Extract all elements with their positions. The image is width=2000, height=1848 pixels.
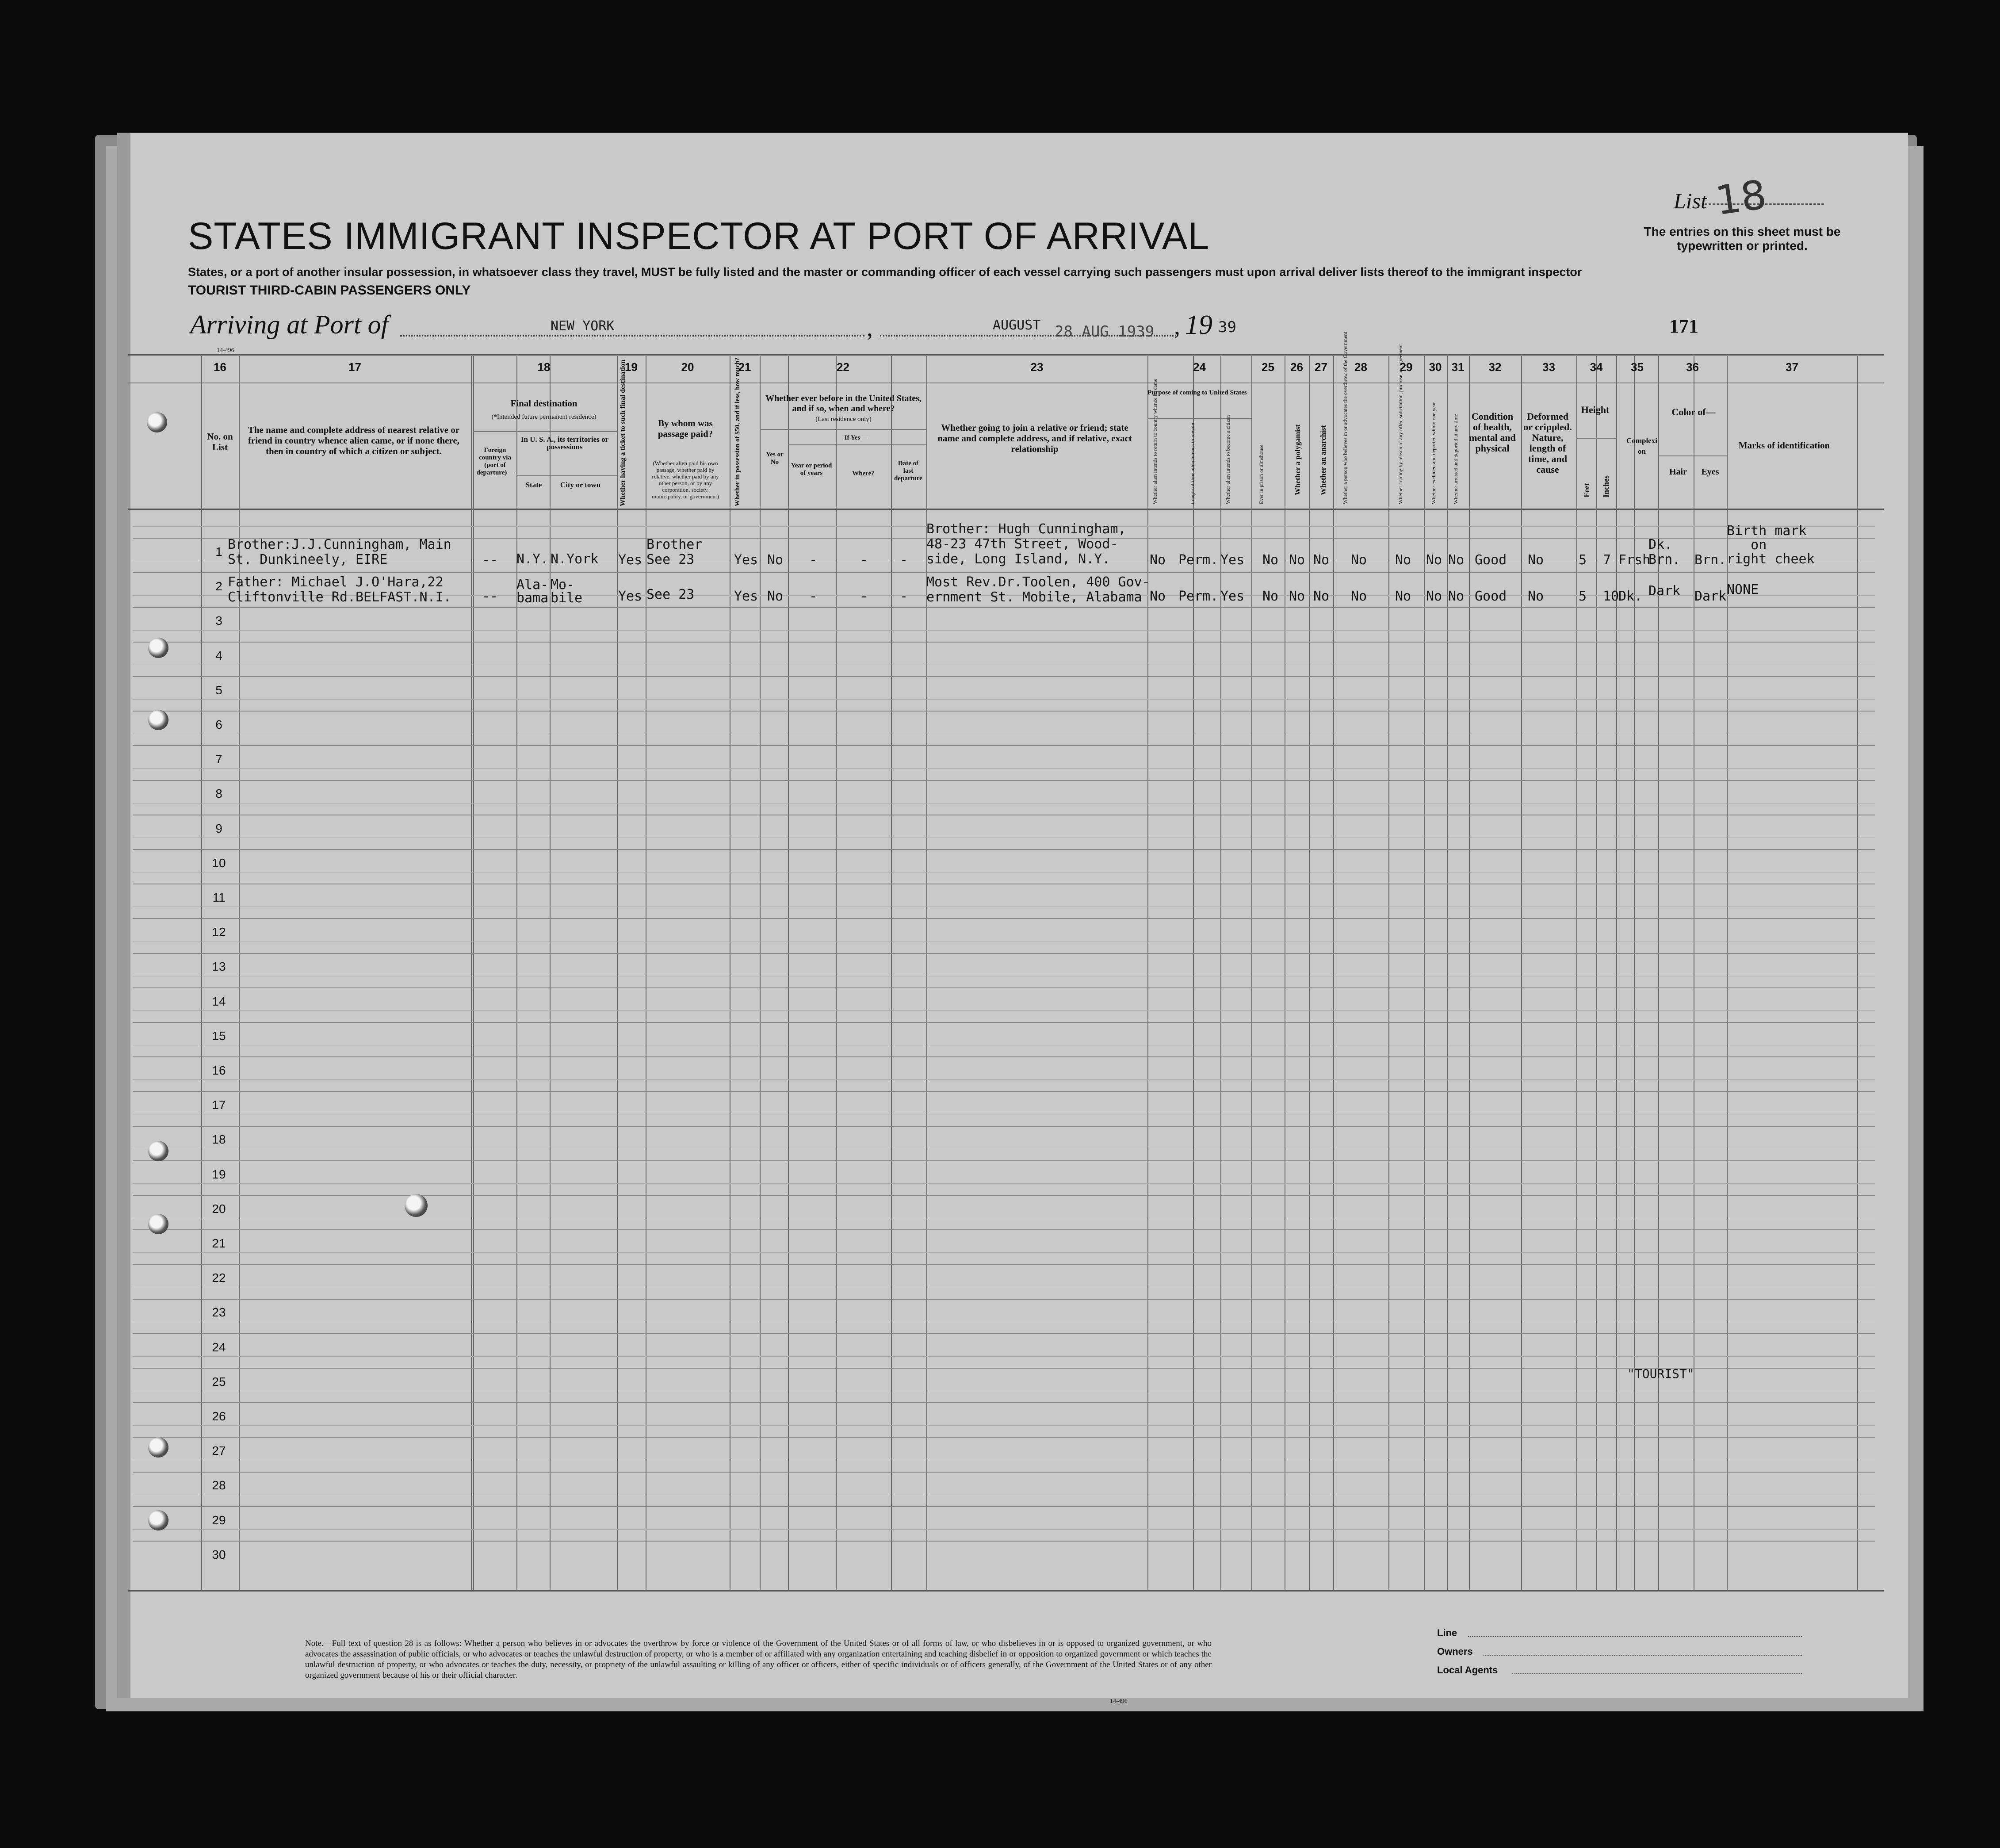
row-number: 11: [212, 891, 226, 904]
owners-label: Owners: [1437, 1646, 1473, 1657]
row-line: [133, 1091, 1875, 1092]
header-purpose-return: Whether alien intends to return to country whence he came: [1152, 379, 1158, 504]
row-line: [133, 1506, 1875, 1507]
header-inches: Inches: [1602, 475, 1610, 497]
header-yes-or-no: Yes or No: [766, 451, 784, 466]
header-last-residence: (Last residence only): [815, 416, 872, 423]
header-purpose-length: Length of time alien intends to remain: [1189, 423, 1196, 504]
comma-1: ,: [867, 314, 873, 342]
column-line: [1447, 356, 1448, 1590]
column-number: 20: [681, 360, 694, 374]
eyes-cell: Dark: [1694, 589, 1727, 604]
header-overthrow: Whether a person who believes in or advocates the overthrow of the Government: [1342, 332, 1348, 504]
health-cell: Good: [1475, 552, 1507, 568]
column-line: [1634, 356, 1635, 1590]
money-cell: Yes: [734, 552, 758, 568]
row-number: 8: [215, 787, 222, 801]
row-number: 1: [215, 545, 222, 559]
before-cell: No: [767, 552, 784, 568]
header-relative: The name and complete address of nearest relative or friend in country whence alien came, or if none there, then in country of which a citizen or subject.: [248, 425, 460, 456]
line-label: Line: [1437, 1627, 1457, 1638]
row-line: [133, 1252, 1875, 1253]
column-line: [1857, 356, 1858, 1590]
column-number: 22: [837, 360, 849, 374]
tourist-stamp: "TOURIST": [1627, 1366, 1694, 1381]
row-number: 18: [212, 1133, 226, 1147]
where-cell: -: [860, 589, 868, 604]
header-in-usa: In U. S. A., its territories or possessions: [520, 435, 609, 451]
row-number: 10: [212, 856, 226, 870]
column-number: 34: [1590, 360, 1603, 374]
row-number: 2: [215, 579, 222, 593]
column-number: 37: [1786, 360, 1798, 374]
row-line: [133, 1056, 1875, 1057]
arriving-label: Arriving at Port of: [190, 310, 389, 339]
subheader-line: [1147, 418, 1251, 419]
row-line: [133, 1229, 1875, 1230]
subheader-line: [516, 475, 617, 476]
header-passage-paid: By whom was passage paid?: [658, 418, 713, 439]
year-prefix: 19: [1185, 310, 1212, 340]
header-joining: Whether going to join a relative or friend; state name and complete address, and if relative, exact relationship: [937, 422, 1132, 454]
relative-cell: Father: Michael J.O'Hara,22 Cliftonville Rd.BELFAST.N.I.: [228, 574, 451, 605]
joining-cell: Most Rev.Dr.Toolen, 400 Gov- ernment St. Mobile, Alabama: [926, 574, 1150, 605]
row-number: 24: [212, 1340, 226, 1354]
foreign-country-cell: --: [482, 589, 498, 604]
column-line: [760, 356, 761, 1590]
eyes-cell: Brn.: [1694, 552, 1727, 568]
column-number: 24: [1193, 360, 1206, 374]
deported-cell: No: [1448, 552, 1465, 568]
date-cell: -: [900, 589, 908, 604]
column-line: [1147, 356, 1148, 1590]
header-passage-paid-sub: (Whether alien paid his own passage, whether paid by relative, whether paid by any other person, or by any corporation, society, municipality, or government): [652, 460, 719, 500]
purpose-citizen-cell: Yes: [1220, 589, 1245, 604]
city-cell: Mo- bile: [551, 577, 583, 606]
row-number: 14: [212, 994, 226, 1008]
column-line: [1424, 356, 1425, 1590]
row-number: 23: [212, 1305, 226, 1320]
tourist-class-line: TOURIST THIRD-CABIN PASSENGERS ONLY: [188, 283, 471, 298]
relative-cell: Brother:J.J.Cunningham, Main St. Dunkineely, EIRE: [228, 537, 451, 567]
header-where: Where?: [852, 470, 875, 477]
state-cell: N.Y.: [516, 551, 549, 567]
row-number: 13: [212, 960, 226, 974]
month-value: AUGUST: [993, 318, 1041, 333]
deformed-cell: No: [1528, 552, 1544, 568]
row-line: [133, 676, 1875, 677]
row-line: [133, 1010, 1875, 1011]
row-number: 7: [215, 752, 222, 766]
row-line: [133, 572, 1875, 573]
row-line: [133, 745, 1875, 746]
health-cell: Good: [1475, 589, 1507, 604]
ticket-cell: Yes: [618, 552, 642, 568]
hair-cell: Dark: [1648, 583, 1681, 599]
row-line: [133, 1425, 1875, 1426]
line-rule: [1468, 1636, 1802, 1637]
header-offer: Whether coming by reason of any offer, solicitation, promise, or agreement: [1397, 344, 1403, 504]
offer-cell: No: [1395, 552, 1411, 568]
year-cell: -: [809, 589, 818, 604]
deformed-cell: No: [1528, 589, 1544, 604]
complexion-cell: Frsh: [1618, 552, 1651, 568]
table-bottom-rule: [128, 1590, 1884, 1592]
header-marks: Marks of identification: [1738, 440, 1830, 451]
row-line: [133, 1195, 1875, 1196]
header-foreign-country: Foreign country via (port of departure)—: [476, 447, 514, 476]
local-agents-rule: [1512, 1673, 1802, 1674]
row-line: [133, 1472, 1875, 1473]
date-cell: -: [900, 552, 908, 568]
row-line: [133, 1299, 1875, 1300]
row-line: [133, 1529, 1875, 1530]
row-line: [133, 1437, 1875, 1438]
column-line: [1576, 356, 1577, 1590]
row-line: [133, 1333, 1875, 1334]
punch-hole: [148, 710, 168, 730]
deported-cell: No: [1448, 589, 1465, 604]
column-line: [201, 356, 202, 1590]
header-health: Condition of health, mental and physical: [1469, 411, 1516, 454]
subheader-line: [788, 444, 926, 445]
feet-cell: 5: [1579, 552, 1587, 568]
header-deported: Whether arrested and deported at any time: [1453, 414, 1459, 504]
header-ticket: Whether having a ticket to such final destination: [619, 360, 627, 506]
header-hair: Hair: [1669, 467, 1687, 477]
prison-cell: No: [1262, 552, 1279, 568]
column-line: [836, 356, 837, 1590]
header-fifty-dollars: Whether in possession of $50, and if less, how much?: [734, 357, 741, 506]
column-number: 36: [1686, 360, 1699, 374]
header-before-in-us: Whether ever before in the United States, and if so, when and where?: [765, 394, 922, 413]
row-number: 30: [212, 1547, 226, 1561]
punch-hole: [148, 1141, 168, 1161]
subheader-line: [1658, 455, 1727, 456]
row-number: 29: [212, 1513, 226, 1527]
column-line: [1469, 356, 1470, 1590]
punch-hole: [148, 1510, 168, 1530]
row-number: 16: [212, 1064, 226, 1077]
header-state: State: [525, 481, 542, 489]
excluded-cell: No: [1426, 589, 1442, 604]
inches-cell: 10: [1603, 589, 1619, 604]
header-purpose: Purpose of coming to United States: [1147, 389, 1247, 396]
column-line: [617, 356, 618, 1590]
row-line: [133, 1402, 1875, 1403]
column-number: 25: [1262, 360, 1274, 374]
local-agents-label: Local Agents: [1437, 1664, 1498, 1676]
column-number: 29: [1400, 360, 1413, 374]
row-number: 27: [212, 1444, 226, 1458]
row-number: 21: [212, 1236, 226, 1250]
anarchist-cell: No: [1313, 552, 1330, 568]
offer-cell: No: [1395, 589, 1411, 604]
year-suffix: 39: [1218, 318, 1236, 336]
row-number: 20: [212, 1201, 226, 1216]
row-line: [133, 711, 1875, 712]
header-final-destination: Final destination: [510, 398, 577, 409]
marks-cell: NONE: [1727, 582, 1759, 597]
column-line: [1193, 356, 1194, 1590]
port-value: NEW YORK: [551, 318, 615, 334]
header-anarchist: Whether an anarchist: [1319, 425, 1327, 495]
marks-cell: Birth mark on right cheek: [1727, 523, 1815, 567]
purpose-return-cell: No: [1150, 552, 1166, 568]
column-number: 18: [537, 360, 551, 374]
row-line: [133, 607, 1875, 608]
header-bottom-rule: [128, 509, 1884, 510]
row-number: 25: [212, 1374, 226, 1389]
column-line: [1388, 356, 1389, 1590]
list-label: List: [1674, 188, 1707, 213]
header-date-departure: Date of last departure: [894, 460, 922, 482]
overthrow-cell: No: [1351, 589, 1367, 604]
row-number: 3: [215, 614, 222, 628]
row-line: [133, 1264, 1875, 1265]
page-number: 171: [1669, 315, 1698, 337]
form-code-top: 14-496: [217, 347, 234, 354]
state-cell: Ala- bama: [516, 577, 549, 606]
purpose-return-cell: No: [1150, 589, 1166, 604]
date-stamp: 28 AUG 1939: [1055, 323, 1155, 341]
row-line: [133, 768, 1875, 769]
ticket-cell: Yes: [618, 589, 642, 604]
punch-hole: [148, 1214, 168, 1234]
column-line: [516, 356, 517, 1590]
money-cell: Yes: [734, 589, 758, 604]
row-number: 5: [215, 683, 222, 697]
joining-cell: Brother: Hugh Cunningham, 48-23 47th Street, Wood- side, Long Island, N.Y.: [926, 521, 1126, 567]
row-number: 26: [212, 1409, 226, 1423]
row-line: [133, 987, 1875, 988]
column-number: 17: [348, 360, 361, 374]
polygamist-cell: No: [1289, 589, 1305, 604]
column-line: [471, 356, 472, 1590]
header-purpose-citizen: Whether alien intends to become a citizen: [1225, 415, 1231, 504]
row-line: [133, 1368, 1875, 1369]
anarchist-cell: No: [1313, 589, 1330, 604]
header-year: Year or period of years: [791, 462, 832, 477]
punch-hole: [148, 638, 168, 658]
header-polygamist: Whether a polygamist: [1293, 424, 1302, 495]
subheader-line: [760, 429, 926, 430]
column-line: [550, 356, 551, 1590]
entries-note: The entries on this sheet must be typewritten or printed.: [1644, 225, 1841, 253]
column-number: 26: [1290, 360, 1303, 374]
header-eyes: Eyes: [1701, 467, 1719, 477]
header-height: Height: [1581, 404, 1610, 415]
column-line: [1596, 356, 1597, 1590]
row-number: 17: [212, 1098, 226, 1112]
header-if-yes: If Yes—: [844, 434, 867, 441]
column-number: 28: [1354, 360, 1367, 374]
row-number: 9: [215, 821, 222, 835]
row-line: [133, 642, 1875, 643]
port-line: [400, 335, 864, 337]
purpose-citizen-cell: Yes: [1220, 552, 1245, 568]
header-complexion: Complexion: [1626, 436, 1657, 455]
header-city: City or town: [560, 481, 601, 489]
column-line: [1251, 356, 1252, 1590]
column-number: 33: [1542, 360, 1555, 374]
column-number: 23: [1030, 360, 1044, 374]
overthrow-cell: No: [1351, 552, 1367, 568]
row-number: 22: [212, 1271, 226, 1285]
column-number: 35: [1631, 360, 1644, 374]
column-number: 27: [1315, 360, 1327, 374]
header-final-destination-sub: (*Intended future permanent residence): [491, 413, 597, 421]
column-number: 21: [738, 360, 751, 374]
row-line: [133, 849, 1875, 850]
purpose-length-cell: Perm.: [1178, 589, 1219, 604]
column-number: 30: [1429, 360, 1442, 374]
excluded-cell: No: [1426, 552, 1442, 568]
column-number: 31: [1451, 360, 1465, 374]
row-line: [133, 1160, 1875, 1161]
row-line: [133, 630, 1875, 631]
row-number: 19: [212, 1167, 226, 1181]
row-number: 15: [212, 1029, 226, 1043]
feet-cell: 5: [1579, 589, 1587, 604]
list-number: 18: [1713, 171, 1770, 225]
row-line: [133, 780, 1875, 781]
subheader-line: [473, 431, 617, 432]
header-color: Color of—: [1671, 406, 1716, 417]
punch-hole: [147, 412, 167, 432]
comma-2: ,: [1174, 313, 1180, 340]
column-line: [891, 356, 892, 1590]
before-cell: No: [767, 589, 784, 604]
column-line: [1220, 356, 1221, 1590]
column-line: [1521, 356, 1522, 1590]
row-line: [133, 1541, 1875, 1542]
column-number: 19: [625, 360, 638, 374]
row-line: [133, 1022, 1875, 1023]
row-line: [133, 1356, 1875, 1357]
paid-by-cell: Brother See 23: [646, 537, 703, 567]
form-intro: States, or a port of another insular possession, in whatsoever class they travel, MUST be fully listed and the master or commanding officer of each vessel carrying such passengers must upon arrival deliver lists thereof to the immigrant inspector: [188, 265, 1582, 279]
row-line: [133, 953, 1875, 954]
question-28-note: Note.—Full text of question 28 is as follows: Whether a person who believes in or advocates the overthrow by force or violence of the Government of the United States or of all forms of law, or who disbelieves in or is opposed to organized government, or who advocates the assassination of public officials, or who advocates or teaches the unlawful destruction of property, or who is a member of or affiliated with any organization entertaining and teaching disbelief in or opposition to organized government or which teaches the unlawful destruction of property, or who advocates or teaches the duty, necessity, or propriety of the unlawful assaulting or killing of any officer or officers, either of specific individuals or of officers generally, of the Government of the United States or of any other organized government because of his or their official character.: [305, 1639, 1212, 1680]
column-line: [1616, 356, 1617, 1590]
header-no-on-list: No. on List: [207, 431, 233, 452]
header-prison: Ever in prison or almshouse: [1258, 444, 1264, 504]
year-cell: -: [809, 552, 818, 568]
foreign-country-cell: --: [482, 552, 498, 568]
paid-by-cell: See 23: [646, 587, 695, 602]
inches-cell: 7: [1603, 552, 1611, 568]
header-feet: Feet: [1582, 483, 1591, 497]
punch-hole: [405, 1194, 428, 1217]
row-line: [133, 1079, 1875, 1080]
row-number: 12: [212, 925, 226, 939]
row-line: [133, 1183, 1875, 1184]
row-number: 4: [215, 648, 222, 662]
column-line: [1309, 356, 1310, 1590]
column-line: [473, 356, 474, 1590]
row-line: [133, 1126, 1875, 1127]
punch-hole: [148, 1437, 168, 1458]
purpose-length-cell: Perm.: [1178, 552, 1219, 568]
hair-cell: Dk. Brn.: [1648, 537, 1681, 567]
city-cell: N.York: [551, 551, 599, 567]
column-line: [788, 356, 789, 1590]
header-deformed: Deformed or crippled. Nature, length of time, and cause: [1523, 411, 1572, 475]
header-rule: [128, 354, 1884, 356]
column-number: 16: [214, 360, 226, 374]
header-excluded: Whether excluded and deported within one year: [1430, 402, 1437, 504]
row-line: [133, 699, 1875, 700]
complexion-cell: Dk.: [1618, 589, 1643, 604]
prison-cell: No: [1262, 589, 1279, 604]
row-number: 28: [212, 1478, 226, 1492]
column-line: [1333, 356, 1334, 1590]
subheader-line: [1576, 438, 1616, 439]
form-code-bottom: 14-496: [1110, 1698, 1128, 1705]
owners-rule: [1484, 1655, 1802, 1656]
where-cell: -: [860, 552, 868, 568]
column-number: 32: [1488, 360, 1502, 374]
row-number: 6: [215, 718, 222, 731]
row-line: [133, 918, 1875, 919]
polygamist-cell: No: [1289, 552, 1305, 568]
form-title: STATES IMMIGRANT INSPECTOR AT PORT OF ARRIVAL: [188, 215, 1210, 257]
